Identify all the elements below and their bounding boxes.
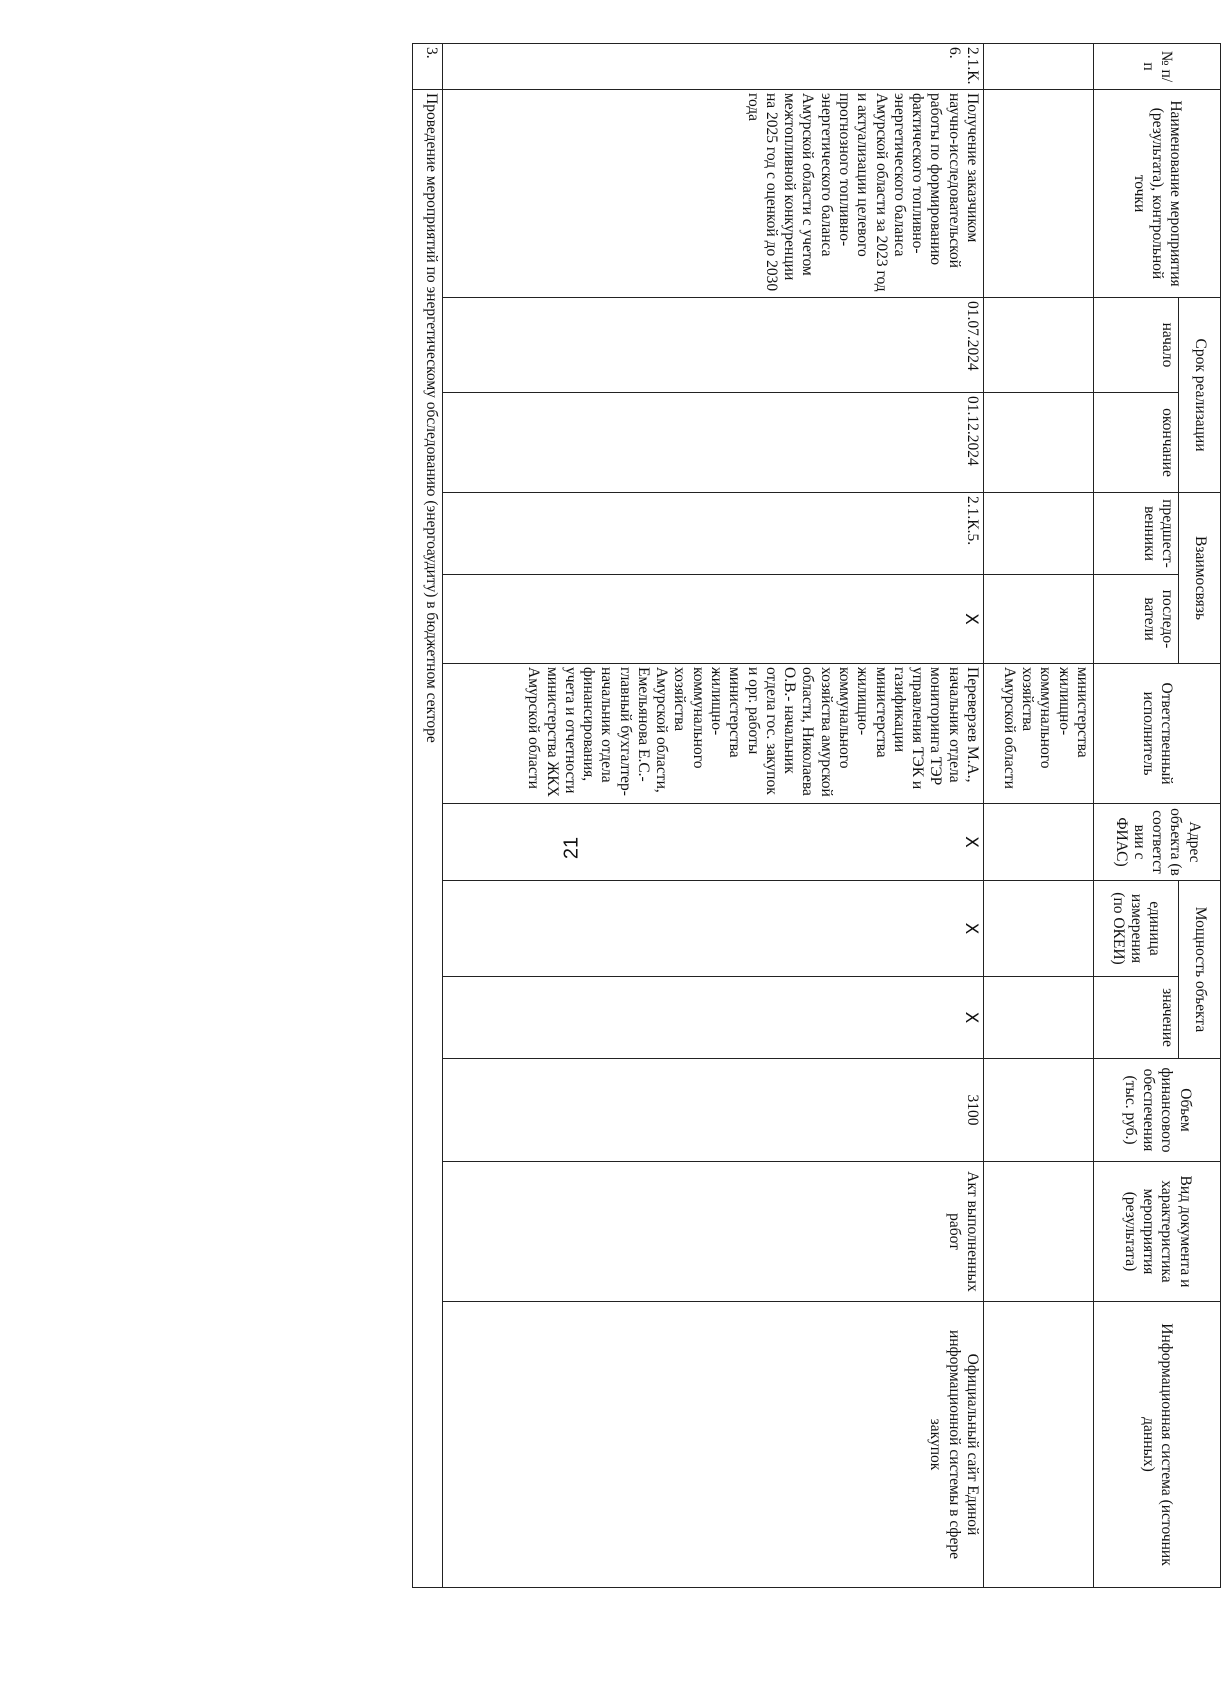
row-finance: 3100	[443, 1059, 984, 1162]
row-num	[984, 44, 1094, 90]
row-end: 01.12.2024	[443, 393, 984, 493]
header-row-1	[1179, 44, 1221, 1588]
row-address	[984, 804, 1094, 881]
row-end	[984, 393, 1094, 493]
header-period-end: окончание	[1094, 393, 1179, 493]
row-num: 2.1.К.6.	[443, 44, 984, 90]
rotated-table-sheet	[312, 43, 1221, 1587]
section-title: Проведение мероприятий по энергетическому обследованию (энергоаудиту) в бюджетном секторе	[413, 90, 443, 1588]
row-next: Х	[443, 575, 984, 664]
row-prev	[984, 493, 1094, 575]
row-unit	[984, 881, 1094, 977]
plan-table	[412, 43, 1221, 1588]
header-doc: Вид документа и характеристика мероприятия (результата)	[1094, 1162, 1221, 1302]
header-capacity-unit: единица измерения (по ОКЕИ)	[1094, 881, 1179, 977]
row-address: Х	[443, 804, 984, 881]
row-finance	[984, 1059, 1094, 1162]
header-link-next: последо-ватели	[1094, 575, 1179, 664]
row-doc	[984, 1162, 1094, 1302]
header-period-start: начало	[1094, 298, 1179, 393]
table-row	[443, 44, 984, 1588]
row-value: Х	[443, 977, 984, 1059]
header-link: Взаимосвязь	[1179, 493, 1221, 664]
header-address: Адрес объекта (в соответствии с ФИАС)	[1094, 804, 1221, 881]
row-next	[984, 575, 1094, 664]
header-responsible: Ответственный исполнитель	[1094, 664, 1221, 804]
header-capacity: Мощность объекта	[1179, 881, 1221, 1059]
header-name: Наименование мероприятия (результата), контрольной точки	[1094, 90, 1221, 298]
row-unit: Х	[443, 881, 984, 977]
header-link-prev: предшест-венники	[1094, 493, 1179, 575]
section-num: 3.	[413, 44, 443, 90]
table-row	[984, 44, 1094, 1588]
row-doc: Акт выполненных работ	[443, 1162, 984, 1302]
row-name: Получение заказчиком научно-исследовательской работы по формированию фактического топливно-энергетического баланса Амурской области за 2023 год и актуализации целевого прогнозного топливно-энергетического баланса Амурской области с учетом межтопливной конкуренции на 2025 год с оценкой до 2030 года	[443, 90, 984, 298]
row-responsible: министерства жилищно-коммунального хозяйства Амурской области	[984, 664, 1094, 804]
row-infosys	[984, 1302, 1094, 1588]
section-row	[413, 44, 443, 1588]
header-num: № п/п	[1094, 44, 1221, 90]
row-start	[984, 298, 1094, 393]
header-period: Срок реализации	[1179, 298, 1221, 493]
row-value	[984, 977, 1094, 1059]
row-name	[984, 90, 1094, 298]
row-infosys: Официальный сайт Единой информационной системы в сфере закупок	[443, 1302, 984, 1588]
header-infosys: Информационная система (источник данных)	[1094, 1302, 1221, 1588]
header-capacity-value: значение	[1094, 977, 1179, 1059]
row-prev: 2.1.К.5.	[443, 493, 984, 575]
row-start: 01.07.2024	[443, 298, 984, 393]
header-finance: Объем финансового обеспечения (тыс. руб.)	[1094, 1059, 1221, 1162]
page-number: 21	[560, 836, 583, 860]
row-responsible: Переверзев М.А., начальник отдела мониторинга ТЭР управления ТЭК и газификации министерства жилищно-коммунального хозяйства амурской области, Николаева О.В.- начальник отдела гос. закупок и орг. работы министерства жилищно-коммунального хозяйства Амурской области, Емельянова Е.С.- главный бухгалтер-начальник отдела финансирования, учета и отчетности министерства ЖКХ Амурской области	[443, 664, 984, 804]
